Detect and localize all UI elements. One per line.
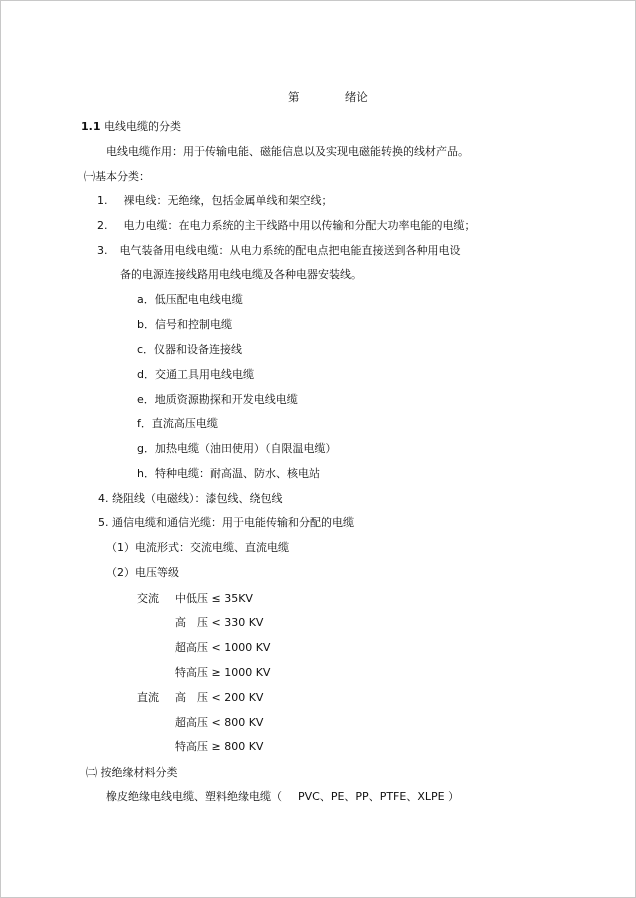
voltage-value: 35KV	[224, 592, 253, 605]
voltage-row	[175, 592, 253, 606]
sub-item: h．特种电缆：耐高温、防水、核电站	[137, 467, 320, 480]
item-text: 电力电缆：在电力系统的主干线路中用以传输和分配大功率电能的电缆；	[123, 219, 476, 232]
chapter-title-part2: 绪论	[344, 90, 368, 104]
sub-item: c．仪器和设备连接线	[137, 343, 243, 356]
section-number: 1.1	[81, 120, 101, 133]
sub-item: d．交通工具用电线电缆	[137, 368, 254, 381]
item-text: 电气装备用电线电缆：从电力系统的配电点把电能直接送到各种用电设	[119, 244, 461, 257]
voltage-value: 1000 KV	[224, 641, 271, 654]
item-number: 3.	[97, 244, 108, 257]
section-heading	[81, 120, 181, 134]
insulation-materials: PVC、PE、PP、PTFE、XLPE ）	[298, 790, 460, 803]
list-item	[97, 219, 476, 233]
voltage-name: 高 压	[175, 616, 208, 629]
voltage-heading: （2）电压等级	[106, 566, 179, 579]
insulation-paragraph	[106, 790, 459, 804]
voltage-op: ≥	[211, 666, 221, 679]
voltage-value: 1000 KV	[224, 666, 271, 679]
sub-item: b．信号和控制电缆	[137, 318, 232, 331]
voltage-op: ≥	[211, 740, 221, 753]
sub-item: g．加热电缆（油田使用）（自限温电缆）	[137, 442, 337, 455]
voltage-name: 特高压	[175, 740, 208, 753]
voltage-name: 中低压	[175, 592, 208, 605]
item-continuation: 备的电源连接线路用电线电缆及各种电器安装线。	[120, 268, 362, 281]
chapter-title-part1: 第	[288, 90, 300, 104]
ac-label: 交流	[137, 592, 159, 605]
dc-label: 直流	[137, 691, 159, 704]
voltage-name: 超高压	[175, 716, 208, 729]
basic-heading: ㈠基本分类：	[84, 170, 150, 183]
chapter-title	[288, 90, 368, 104]
voltage-name: 特高压	[175, 666, 208, 679]
section-text: 电线电缆的分类	[104, 120, 181, 133]
list-item	[97, 194, 333, 208]
item-text: 裸电线：无绝缘，包括金属单线和架空线；	[123, 194, 333, 207]
sub-item: f．直流高压电缆	[137, 417, 218, 430]
voltage-op: ≤	[211, 592, 221, 605]
voltage-name: 超高压	[175, 641, 208, 654]
voltage-op: <	[211, 716, 221, 729]
list-item: 5. 通信电缆和通信光缆：用于电能传输和分配的电缆	[98, 516, 354, 529]
voltage-row	[175, 691, 263, 705]
voltage-row	[175, 740, 263, 754]
voltage-value: 330 KV	[224, 616, 264, 629]
voltage-value: 800 KV	[224, 716, 264, 729]
insulation-text: 橡皮绝缘电线电缆、塑料绝缘电缆（	[106, 790, 282, 803]
list-item	[97, 244, 461, 258]
voltage-row	[175, 616, 263, 630]
voltage-value: 200 KV	[224, 691, 264, 704]
list-item: 4. 绕阻线（电磁线）：漆包线、绕包线	[98, 492, 283, 505]
item-number: 1.	[97, 194, 108, 207]
sub-item: e．地质资源勘探和开发电线电缆	[137, 393, 298, 406]
voltage-value: 800 KV	[224, 740, 264, 753]
voltage-name: 高 压	[175, 691, 208, 704]
intro-paragraph: 电线电缆作用：用于传输电能、磁能信息以及实现电磁能转换的线材产品。	[106, 145, 469, 158]
current-type: （1）电流形式：交流电缆、直流电缆	[106, 541, 289, 554]
insulation-heading: ㈡ 按绝缘材料分类	[86, 766, 178, 779]
voltage-op: <	[211, 641, 221, 654]
voltage-row	[175, 666, 270, 680]
voltage-op: <	[211, 616, 221, 629]
item-number: 2.	[97, 219, 108, 232]
voltage-op: <	[211, 691, 221, 704]
sub-item: a．低压配电电线电缆	[137, 293, 243, 306]
voltage-row	[175, 716, 263, 730]
voltage-row	[175, 641, 270, 655]
